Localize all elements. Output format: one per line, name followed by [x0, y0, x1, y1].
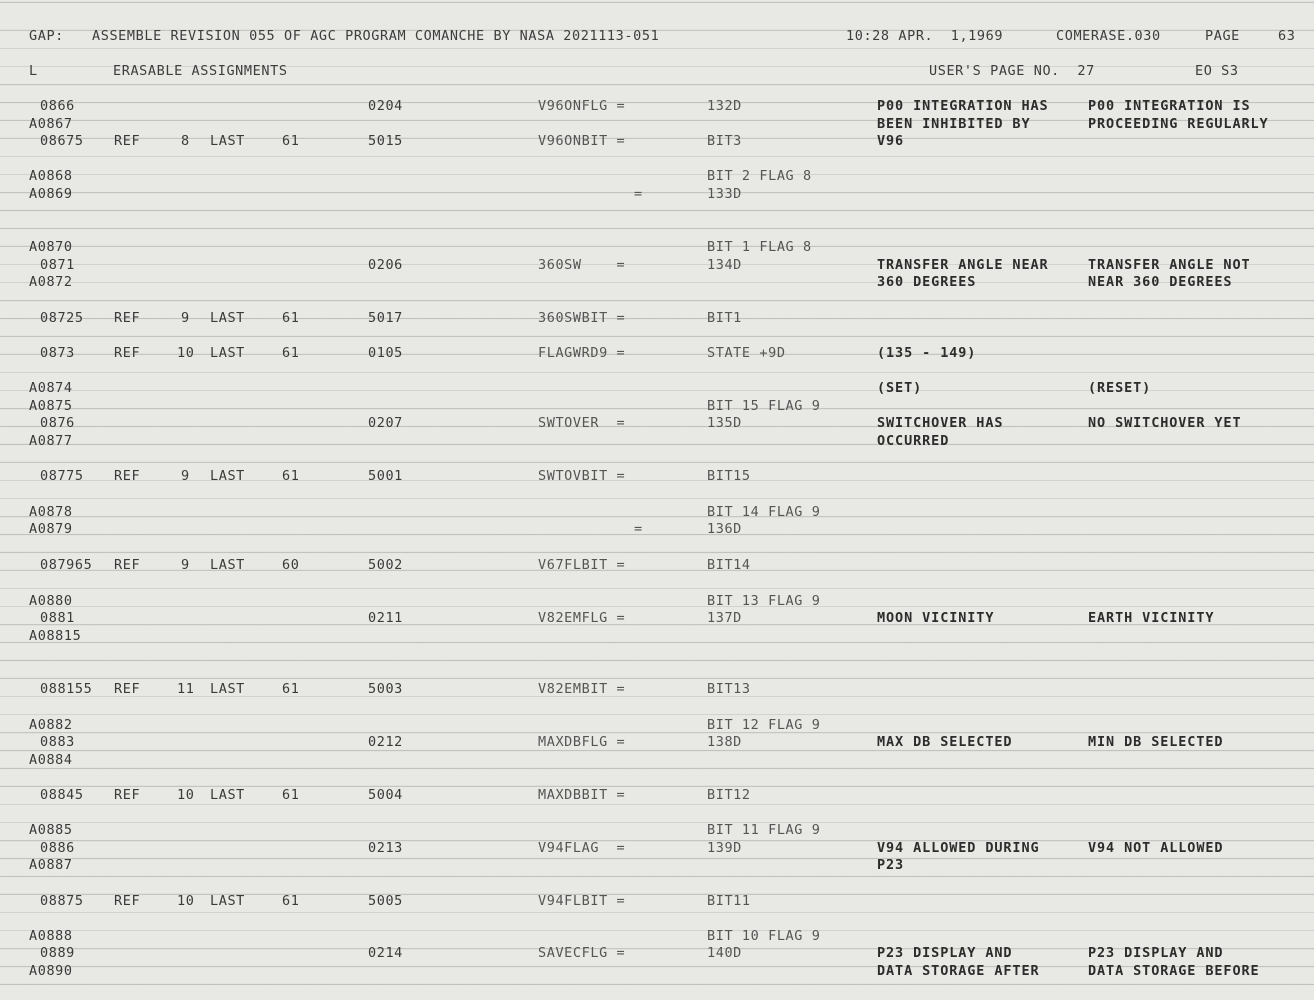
col-seq: A0872 [29, 274, 73, 290]
col-set: TRANSFER ANGLE NEAR [877, 257, 1049, 273]
col-refn: 10 [177, 787, 195, 803]
col-set: 360 DEGREES [877, 274, 977, 290]
col-sym: V94FLAG = [538, 840, 626, 856]
col-seq: 0866 [40, 98, 75, 114]
col-set: V96 [877, 133, 905, 149]
col-val: 134D [707, 257, 742, 273]
col-sym: = [634, 521, 643, 537]
col-set: (SET) [877, 380, 923, 396]
col-seq: 08875 [40, 893, 84, 909]
col-reset: TRANSFER ANGLE NOT [1088, 257, 1251, 273]
col-val: BIT 10 FLAG 9 [707, 928, 821, 944]
col-refn: 9 [181, 310, 190, 326]
col-ref: REF [114, 310, 141, 326]
col-reset: MIN DB SELECTED [1088, 734, 1224, 750]
col-reset: P00 INTEGRATION IS [1088, 98, 1251, 114]
col-addr: 0105 [368, 345, 403, 361]
col-seq: 087965 [40, 557, 93, 573]
col-refn: 8 [181, 133, 190, 149]
col-val: BIT 14 FLAG 9 [707, 504, 821, 520]
col-reset: PROCEEDING REGULARLY [1088, 116, 1269, 132]
eo-marker: EO S3 [1195, 63, 1239, 79]
col-lastn: 61 [282, 893, 300, 909]
col-sym: FLAGWRD9 = [538, 345, 626, 361]
col-seq: 0889 [40, 945, 75, 961]
col-sym: = [634, 186, 643, 202]
col-seq: A0880 [29, 593, 73, 609]
col-val: BIT3 [707, 133, 742, 149]
col-seq: 0873 [40, 345, 75, 361]
col-val: 133D [707, 186, 742, 202]
col-addr: 5005 [368, 893, 403, 909]
col-val: 136D [707, 521, 742, 537]
col-reset: NO SWITCHOVER YET [1088, 415, 1242, 431]
col-reset: NEAR 360 DEGREES [1088, 274, 1233, 290]
col-val: BIT 13 FLAG 9 [707, 593, 821, 609]
col-set: SWITCHOVER HAS [877, 415, 1004, 431]
col-val: 139D [707, 840, 742, 856]
col-addr: 0212 [368, 734, 403, 750]
col-seq: A0878 [29, 504, 73, 520]
col-val: BIT14 [707, 557, 751, 573]
col-refn: 9 [181, 468, 190, 484]
col-sym: SWTOVER = [538, 415, 626, 431]
col-val: BIT 2 FLAG 8 [707, 168, 812, 184]
col-lastn: 60 [282, 557, 300, 573]
col-set: V94 ALLOWED DURING [877, 840, 1040, 856]
col-seq: 088155 [40, 681, 93, 697]
users-page: USER'S PAGE NO. 27 [929, 63, 1095, 79]
col-ref: REF [114, 133, 141, 149]
listing-datetime: 10:28 APR. 1,1969 [846, 28, 1004, 44]
col-sym: V67FLBIT = [538, 557, 626, 573]
col-refn: 11 [177, 681, 195, 697]
col-val: 132D [707, 98, 742, 114]
col-addr: 5002 [368, 557, 403, 573]
col-set: P00 INTEGRATION HAS [877, 98, 1049, 114]
col-reset: (RESET) [1088, 380, 1152, 396]
col-reset: EARTH VICINITY [1088, 610, 1215, 626]
col-seq: A08815 [29, 628, 82, 644]
col-sym: V96ONFLG = [538, 98, 626, 114]
col-seq: A0879 [29, 521, 73, 537]
col-val: BIT 11 FLAG 9 [707, 822, 821, 838]
col-seq: A0874 [29, 380, 73, 396]
col-val: BIT11 [707, 893, 751, 909]
col-addr: 0204 [368, 98, 403, 114]
col-ref: REF [114, 557, 141, 573]
col-last: LAST [210, 557, 245, 573]
col-seq: 0883 [40, 734, 75, 750]
col-seq: A0870 [29, 239, 73, 255]
col-ref: REF [114, 681, 141, 697]
col-sym: MAXDBBIT = [538, 787, 626, 803]
col-seq: A0885 [29, 822, 73, 838]
col-set: BEEN INHIBITED BY [877, 116, 1031, 132]
col-ref: REF [114, 345, 141, 361]
col-lastn: 61 [282, 468, 300, 484]
col-seq: 0871 [40, 257, 75, 273]
col-refn: 9 [181, 557, 190, 573]
col-addr: 0206 [368, 257, 403, 273]
col-set: MOON VICINITY [877, 610, 995, 626]
col-val: BIT 12 FLAG 9 [707, 717, 821, 733]
col-sym: 360SWBIT = [538, 310, 626, 326]
col-seq: A0877 [29, 433, 73, 449]
col-seq: 08845 [40, 787, 84, 803]
page-number: 63 [1278, 28, 1296, 44]
col-lastn: 61 [282, 787, 300, 803]
col-set: MAX DB SELECTED [877, 734, 1013, 750]
col-ref: REF [114, 893, 141, 909]
col-sym: 360SW = [538, 257, 626, 273]
col-val: BIT 15 FLAG 9 [707, 398, 821, 414]
col-lastn: 61 [282, 681, 300, 697]
col-val: 138D [707, 734, 742, 750]
listing-file: COMERASE.030 [1056, 28, 1161, 44]
col-addr: 0207 [368, 415, 403, 431]
col-seq: 0881 [40, 610, 75, 626]
l-marker: L [29, 63, 38, 79]
col-reset: P23 DISPLAY AND [1088, 945, 1224, 961]
col-seq: A0884 [29, 752, 73, 768]
col-lastn: 61 [282, 345, 300, 361]
col-lastn: 61 [282, 133, 300, 149]
col-last: LAST [210, 345, 245, 361]
col-set: OCCURRED [877, 433, 950, 449]
col-lastn: 61 [282, 310, 300, 326]
col-val: 140D [707, 945, 742, 961]
col-val: 135D [707, 415, 742, 431]
col-sym: V96ONBIT = [538, 133, 626, 149]
col-reset: DATA STORAGE BEFORE [1088, 963, 1260, 979]
col-sym: V94FLBIT = [538, 893, 626, 909]
col-ref: REF [114, 468, 141, 484]
col-seq: A0875 [29, 398, 73, 414]
col-addr: 0211 [368, 610, 403, 626]
col-set: (135 - 149) [877, 345, 977, 361]
col-addr: 5017 [368, 310, 403, 326]
col-sym: V82EMFLG = [538, 610, 626, 626]
col-addr: 5004 [368, 787, 403, 803]
col-seq: 08725 [40, 310, 84, 326]
col-addr: 0213 [368, 840, 403, 856]
col-seq: A0868 [29, 168, 73, 184]
col-set: DATA STORAGE AFTER [877, 963, 1040, 979]
col-seq: A0887 [29, 857, 73, 873]
col-set: P23 [877, 857, 905, 873]
col-sym: SWTOVBIT = [538, 468, 626, 484]
col-val: BIT15 [707, 468, 751, 484]
col-last: LAST [210, 133, 245, 149]
col-addr: 0214 [368, 945, 403, 961]
col-reset: V94 NOT ALLOWED [1088, 840, 1224, 856]
col-sym: SAVECFLG = [538, 945, 626, 961]
col-refn: 10 [177, 345, 195, 361]
col-seq: A0882 [29, 717, 73, 733]
col-last: LAST [210, 310, 245, 326]
col-last: LAST [210, 681, 245, 697]
col-addr: 5001 [368, 468, 403, 484]
col-seq: A0890 [29, 963, 73, 979]
col-seq: A0869 [29, 186, 73, 202]
section-title: ERASABLE ASSIGNMENTS [113, 63, 288, 79]
col-val: BIT1 [707, 310, 742, 326]
listing-title: ASSEMBLE REVISION 055 OF AGC PROGRAM COMANCHE BY NASA 2021113-051 [92, 28, 660, 44]
col-val: 137D [707, 610, 742, 626]
col-last: LAST [210, 787, 245, 803]
col-val: STATE +9D [707, 345, 786, 361]
col-seq: 08775 [40, 468, 84, 484]
col-seq: A0867 [29, 116, 73, 132]
col-seq: A0888 [29, 928, 73, 944]
col-val: BIT12 [707, 787, 751, 803]
col-sym: V82EMBIT = [538, 681, 626, 697]
page-label: PAGE [1205, 28, 1240, 44]
col-last: LAST [210, 468, 245, 484]
col-sym: MAXDBFLG = [538, 734, 626, 750]
col-addr: 5003 [368, 681, 403, 697]
col-seq: 08675 [40, 133, 84, 149]
gap-label: GAP: [29, 28, 64, 44]
col-ref: REF [114, 787, 141, 803]
col-set: P23 DISPLAY AND [877, 945, 1013, 961]
col-val: BIT 1 FLAG 8 [707, 239, 812, 255]
col-val: BIT13 [707, 681, 751, 697]
col-refn: 10 [177, 893, 195, 909]
col-addr: 5015 [368, 133, 403, 149]
col-seq: 0886 [40, 840, 75, 856]
col-last: LAST [210, 893, 245, 909]
col-seq: 0876 [40, 415, 75, 431]
